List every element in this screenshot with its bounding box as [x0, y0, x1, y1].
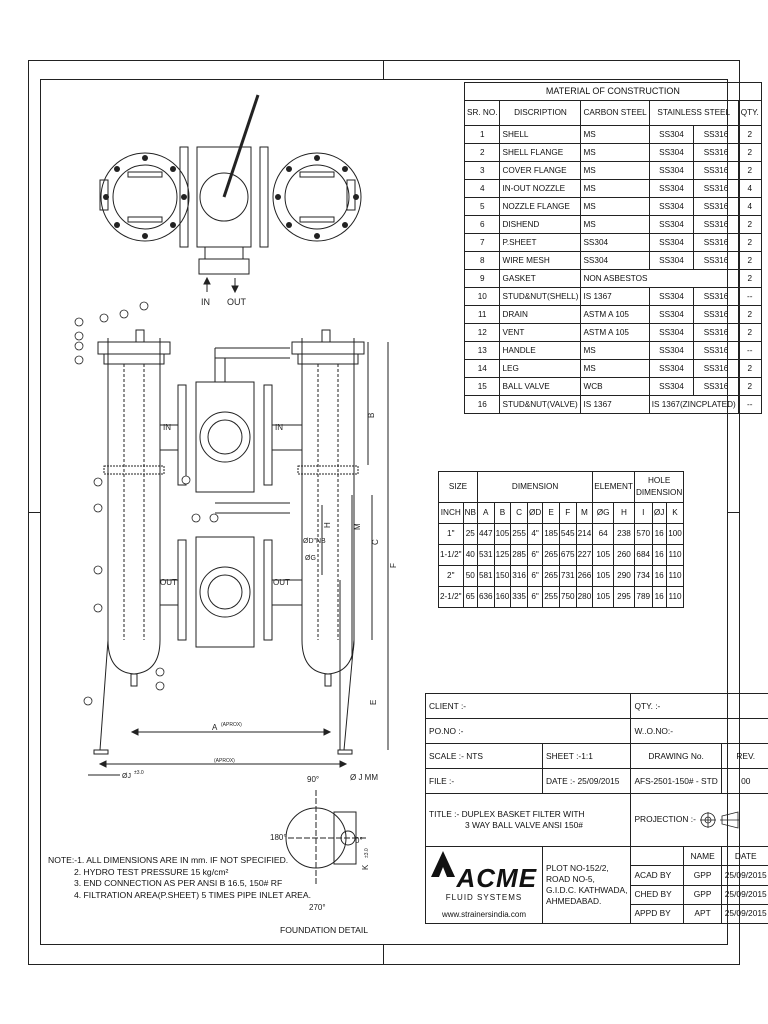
material-row — [465, 144, 762, 162]
dim-cell: 105 — [593, 566, 614, 587]
material-desc: SHELL — [500, 126, 581, 144]
dim-cell: 789 — [634, 587, 652, 608]
dim-cell: 160 — [494, 587, 511, 608]
name-header: NAME — [684, 847, 721, 866]
dim-cell: 2-1/2" — [439, 587, 464, 608]
dim-cell: 255 — [511, 524, 528, 545]
material-desc: IN-OUT NOZZLE — [500, 180, 581, 198]
material-cs: MS — [581, 360, 649, 378]
material-ss1: SS304 — [649, 144, 694, 162]
dim-h-label: H — [323, 522, 332, 528]
material-ss2: SS316 — [694, 234, 739, 252]
dim-e-label: E — [369, 699, 378, 705]
dim-dimension-header: DIMENSION — [477, 472, 592, 503]
dim-cell: 675 — [559, 545, 576, 566]
title-line-1: TITLE :- DUPLEX BASKET FILTER WITH — [429, 809, 585, 819]
material-sr: 5 — [465, 198, 500, 216]
ched-date: 25/09/2015 — [721, 885, 768, 904]
material-ss1: SS304 — [649, 342, 694, 360]
dim-m-label: M — [353, 523, 362, 530]
material-sr: 8 — [465, 252, 500, 270]
material-ss2: SS316 — [694, 306, 739, 324]
material-qty: 2 — [738, 234, 761, 252]
top-in-label: IN — [201, 297, 210, 307]
material-desc: SHELL FLANGE — [500, 144, 581, 162]
dim-a-aprox: (APROX) — [221, 722, 242, 728]
note-1: NOTE:-1. ALL DIMENSIONS ARE IN mm. IF NOT SPECIFIED. — [48, 855, 289, 865]
date-field: DATE :- 25/09/2015 — [543, 769, 631, 794]
dim-cell: 255 — [543, 587, 560, 608]
material-row — [465, 198, 762, 216]
dim-cell: 636 — [477, 587, 494, 608]
dim-cell: 570 — [634, 524, 652, 545]
client-field: CLIENT :- — [426, 694, 631, 719]
material-ss2: SS316 — [694, 162, 739, 180]
material-desc: DRAIN — [500, 306, 581, 324]
material-desc: BALL VALVE — [500, 378, 581, 396]
header-cs: CARBON STEEL — [581, 101, 649, 126]
material-sr: 15 — [465, 378, 500, 396]
material-ss2: SS316 — [694, 198, 739, 216]
top-out-label: OUT — [227, 297, 246, 307]
address-line-3: G.I.D.C. KATHWADA, — [546, 885, 628, 895]
dim-cell: 531 — [477, 545, 494, 566]
dim-cell: 150 — [494, 566, 511, 587]
dim-col-header: M — [576, 503, 593, 524]
top-view — [100, 95, 361, 307]
material-desc: P.SHEET — [500, 234, 581, 252]
material-qty: 2 — [738, 162, 761, 180]
material-cs: WCB — [581, 378, 649, 396]
header-ss: STAINLESS STEEL — [649, 101, 738, 126]
dim-col-header: H — [614, 503, 635, 524]
dim-cell: 266 — [576, 566, 593, 587]
header-desc: DISCRIPTION — [500, 101, 581, 126]
website[interactable]: www.strainersindia.com — [441, 910, 527, 919]
dim-col-header: ØG — [593, 503, 614, 524]
material-cs: ASTM A 105 — [581, 324, 649, 342]
material-sr: 1 — [465, 126, 500, 144]
dim-cell: 25 — [463, 524, 477, 545]
dim-od-label: ØD"NB — [303, 538, 326, 545]
material-ss1: SS304 — [649, 306, 694, 324]
material-qty: 2 — [738, 252, 761, 270]
dim-cell: 16 — [652, 545, 666, 566]
material-ss1: SS304 — [649, 126, 694, 144]
note-2: 2. HYDRO TEST PRESSURE 15 kg/cm² — [74, 866, 229, 877]
dim-cell: 316 — [511, 566, 528, 587]
address-line-1: PLOT NO-152/2, — [546, 863, 609, 873]
material-sr: 13 — [465, 342, 500, 360]
material-cs: SS304 — [581, 252, 649, 270]
material-sr: 11 — [465, 306, 500, 324]
sheet-field: SHEET :-1:1 — [543, 744, 631, 769]
dimension-table — [438, 471, 684, 608]
material-row — [465, 306, 762, 324]
appd-date: 25/09/2015 — [721, 904, 768, 923]
dim-size-header: SIZE — [439, 472, 478, 503]
angle-0: 0° — [355, 836, 363, 845]
notes — [48, 855, 311, 901]
dim-cell: 447 — [477, 524, 494, 545]
material-ss1: SS304 — [649, 234, 694, 252]
material-row — [465, 288, 762, 306]
dim-b-label: B — [367, 412, 376, 418]
material-ss2: SS316 — [694, 378, 739, 396]
dim-cell: 750 — [559, 587, 576, 608]
dim-cell: 16 — [652, 524, 666, 545]
dim-cell: 105 — [494, 524, 511, 545]
ched-name: GPP — [684, 885, 721, 904]
dim-cell: 6" — [527, 545, 542, 566]
material-cs: MS — [581, 126, 649, 144]
acad-name: GPP — [684, 866, 721, 885]
dim-cell: 1-1/2" — [439, 545, 464, 566]
front-elevation — [75, 302, 398, 780]
material-row — [465, 234, 762, 252]
material-ss1: SS304 — [649, 324, 694, 342]
material-row — [465, 378, 762, 396]
material-table-title: MATERIAL OF CONSTRUCTION — [465, 83, 762, 101]
dim-col-header: F — [559, 503, 576, 524]
wono-field: W..O.NO:- — [631, 719, 768, 744]
material-desc: DISHEND — [500, 216, 581, 234]
material-qty: -- — [738, 342, 761, 360]
valve-handle — [224, 95, 258, 197]
dim-cell: 65 — [463, 587, 477, 608]
material-ss2: SS316 — [694, 360, 739, 378]
material-row — [465, 324, 762, 342]
dim-cell: 6" — [527, 587, 542, 608]
material-qty: -- — [738, 396, 761, 414]
material-ss2: SS316 — [694, 288, 739, 306]
material-ss1: SS304 — [649, 378, 694, 396]
ched-role: CHED BY — [631, 885, 684, 904]
dim-cell: 280 — [576, 587, 593, 608]
material-sr: 16 — [465, 396, 500, 414]
material-ss1: SS304 — [649, 360, 694, 378]
material-sr: 3 — [465, 162, 500, 180]
material-cs: MS — [581, 198, 649, 216]
material-ss2: SS316 — [694, 252, 739, 270]
dim-col-header: C — [511, 503, 528, 524]
dim-cell: 16 — [652, 587, 666, 608]
material-ss1: SS304 — [649, 216, 694, 234]
header-qty: QTY. — [738, 101, 761, 126]
dim-cell: 260 — [614, 545, 635, 566]
material-row — [465, 270, 762, 288]
dim-col-header: ØD — [527, 503, 542, 524]
material-qty: -- — [738, 288, 761, 306]
pono-field: PO.NO :- — [426, 719, 631, 744]
angle-270: 270° — [309, 903, 326, 912]
dim-cell: 6" — [527, 566, 542, 587]
dim-col-header: A — [477, 503, 494, 524]
material-ss1: SS304 — [649, 180, 694, 198]
note-3: 3. END CONNECTION AS PER ANSI B 16.5, 150# RF — [74, 878, 283, 888]
dim-cell: 105 — [593, 587, 614, 608]
projection-field — [631, 794, 768, 847]
dim-cell: 100 — [666, 524, 684, 545]
material-desc: WIRE MESH — [500, 252, 581, 270]
foundation-detail-label: FOUNDATION DETAIL — [280, 925, 369, 935]
left-shell-flange — [101, 153, 189, 241]
dim-cell: 64 — [593, 524, 614, 545]
front-in-label: IN — [163, 423, 171, 432]
logo-text: ACME — [456, 862, 538, 893]
dim-col-header: I — [634, 503, 652, 524]
material-row — [465, 342, 762, 360]
material-cs: MS — [581, 144, 649, 162]
material-desc: COVER FLANGE — [500, 162, 581, 180]
dim-col-header: INCH — [439, 503, 464, 524]
dim-cell: 214 — [576, 524, 593, 545]
dim-cell: 125 — [494, 545, 511, 566]
material-row — [465, 180, 762, 198]
material-ss2: SS316 — [694, 216, 739, 234]
drawing-no-label: DRAWING No. — [631, 744, 721, 769]
material-qty: 4 — [738, 198, 761, 216]
dim-c-label: C — [371, 539, 380, 545]
drawing-no: AFS-2501-150# - STD — [631, 769, 721, 794]
dim-cell: 185 — [543, 524, 560, 545]
material-qty: 2 — [738, 324, 761, 342]
rev-label: REV. — [721, 744, 768, 769]
dim-row — [439, 566, 684, 587]
dim-cell: 265 — [543, 545, 560, 566]
right-shell-flange — [273, 153, 361, 241]
dim-overall-aprox: (APROX) — [214, 758, 235, 764]
material-row — [465, 162, 762, 180]
material-cs: IS 1367 — [581, 396, 649, 414]
material-row — [465, 216, 762, 234]
material-ss1: SS304 — [649, 288, 694, 306]
dim-cell: 290 — [614, 566, 635, 587]
dim-cell: 285 — [511, 545, 528, 566]
material-qty: 2 — [738, 126, 761, 144]
material-desc: VENT — [500, 324, 581, 342]
material-qty: 2 — [738, 306, 761, 324]
qty-field: QTY. :- — [631, 694, 768, 719]
material-qty: 2 — [738, 270, 761, 288]
note-4: 4. FILTRATION AREA(P.SHEET) 5 TIMES PIPE INLET AREA. — [74, 889, 312, 900]
material-qty: 2 — [738, 378, 761, 396]
rev-value: 00 — [721, 769, 768, 794]
dim-f-label: F — [389, 563, 398, 568]
dim-cell: 16 — [652, 566, 666, 587]
appd-role: APPD BY — [631, 904, 684, 923]
foundation-k-label: K — [361, 864, 370, 870]
title-block — [425, 693, 768, 924]
dim-col-header: B — [494, 503, 511, 524]
sign-blank — [631, 847, 684, 866]
dim-cell: 50 — [463, 566, 477, 587]
material-qty: 2 — [738, 144, 761, 162]
material-ss1: SS304 — [649, 162, 694, 180]
dim-j-tol: ±3.0 — [134, 770, 144, 776]
material-qty: 4 — [738, 180, 761, 198]
dim-row — [439, 587, 684, 608]
material-row — [465, 126, 762, 144]
company-logo — [426, 847, 543, 924]
foundation-k-tol: ±3.0 — [364, 848, 370, 858]
material-desc: NOZZLE FLANGE — [500, 198, 581, 216]
material-ss1: SS304 — [649, 252, 694, 270]
dim-cell: 295 — [614, 587, 635, 608]
dim-column-headers — [439, 503, 684, 524]
acad-role: ACAD BY — [631, 866, 684, 885]
material-sr: 12 — [465, 324, 500, 342]
material-row — [465, 252, 762, 270]
material-sr: 14 — [465, 360, 500, 378]
dim-cell: 227 — [576, 545, 593, 566]
dim-cell: 2" — [439, 566, 464, 587]
dim-row — [439, 524, 684, 545]
material-cs: SS304 — [581, 234, 649, 252]
dim-cell: 238 — [614, 524, 635, 545]
material-ss1: IS 1367(ZINCPLATED) — [649, 396, 738, 414]
dim-cell: 110 — [666, 587, 684, 608]
material-desc: GASKET — [500, 270, 581, 288]
address-line-2: ROAD NO-5, — [546, 874, 595, 884]
dim-col-header: E — [543, 503, 560, 524]
logo-subtitle: FLUID SYSTEMS — [445, 893, 523, 902]
material-cs: MS — [581, 162, 649, 180]
material-cs: IS 1367 — [581, 288, 649, 306]
material-cs: MS — [581, 342, 649, 360]
dim-j-label: ØJ — [122, 773, 131, 780]
material-desc: STUD&NUT(VALVE) — [500, 396, 581, 414]
scale-field: SCALE :- NTS — [426, 744, 543, 769]
appd-name: APT — [684, 904, 721, 923]
dim-og-label: ØG — [305, 555, 316, 562]
front-out-label: OUT — [160, 578, 177, 587]
dim-cell: 110 — [666, 545, 684, 566]
acad-date: 25/09/2015 — [721, 866, 768, 885]
dim-cell: 335 — [511, 587, 528, 608]
material-ss2: SS316 — [694, 126, 739, 144]
material-sr: 2 — [465, 144, 500, 162]
dim-col-header: ØJ — [652, 503, 666, 524]
title-field — [426, 794, 631, 847]
projection-label: PROJECTION :- — [634, 814, 696, 825]
material-desc: LEG — [500, 360, 581, 378]
company-address — [543, 847, 631, 924]
dim-cell: 545 — [559, 524, 576, 545]
dim-cell: 731 — [559, 566, 576, 587]
file-field: FILE :- — [426, 769, 543, 794]
address-line-4: AHMEDABAD. — [546, 896, 602, 906]
material-ss2: SS316 — [694, 180, 739, 198]
material-row — [465, 360, 762, 378]
dim-hole-header: HOLE DIMENSION — [634, 472, 683, 503]
dim-cell: 1" — [439, 524, 464, 545]
material-qty: 2 — [738, 360, 761, 378]
material-sr: 4 — [465, 180, 500, 198]
angle-180: 180° — [270, 833, 287, 842]
dim-cell: 734 — [634, 566, 652, 587]
material-ss2: SS316 — [694, 144, 739, 162]
material-sr: 6 — [465, 216, 500, 234]
dim-col-header: K — [666, 503, 684, 524]
dim-element-header: ELEMENT — [593, 472, 635, 503]
dim-cell: 684 — [634, 545, 652, 566]
material-sr: 9 — [465, 270, 500, 288]
material-cs: MS — [581, 216, 649, 234]
dim-cell: 4" — [527, 524, 542, 545]
dim-row — [439, 545, 684, 566]
foundation-j-label: Ø J MM — [350, 773, 378, 782]
material-ss2: SS316 — [694, 342, 739, 360]
front-in-label-right: IN — [275, 423, 283, 432]
dim-cell: 110 — [666, 566, 684, 587]
material-ss2: SS316 — [694, 324, 739, 342]
dim-col-header: NB — [463, 503, 477, 524]
dim-cell: 265 — [543, 566, 560, 587]
material-cs: NON ASBESTOS — [581, 270, 738, 288]
material-qty: 2 — [738, 216, 761, 234]
material-cs: ASTM A 105 — [581, 306, 649, 324]
date-header: DATE — [721, 847, 768, 866]
dim-cell: 105 — [593, 545, 614, 566]
material-desc: HANDLE — [500, 342, 581, 360]
dim-a-label: A — [212, 723, 218, 732]
dim-cell: 40 — [463, 545, 477, 566]
material-sr: 10 — [465, 288, 500, 306]
angle-90: 90° — [307, 775, 320, 784]
material-ss1: SS304 — [649, 198, 694, 216]
front-out-label-right: OUT — [273, 578, 290, 587]
header-sr: SR. NO. — [465, 101, 500, 126]
material-cs: MS — [581, 180, 649, 198]
material-row — [465, 396, 762, 414]
dim-cell: 581 — [477, 566, 494, 587]
title-line-2: 3 WAY BALL VALVE ANSI 150# — [465, 820, 583, 830]
projection-icon — [698, 809, 742, 831]
material-table — [464, 82, 762, 414]
material-desc: STUD&NUT(SHELL) — [500, 288, 581, 306]
material-sr: 7 — [465, 234, 500, 252]
